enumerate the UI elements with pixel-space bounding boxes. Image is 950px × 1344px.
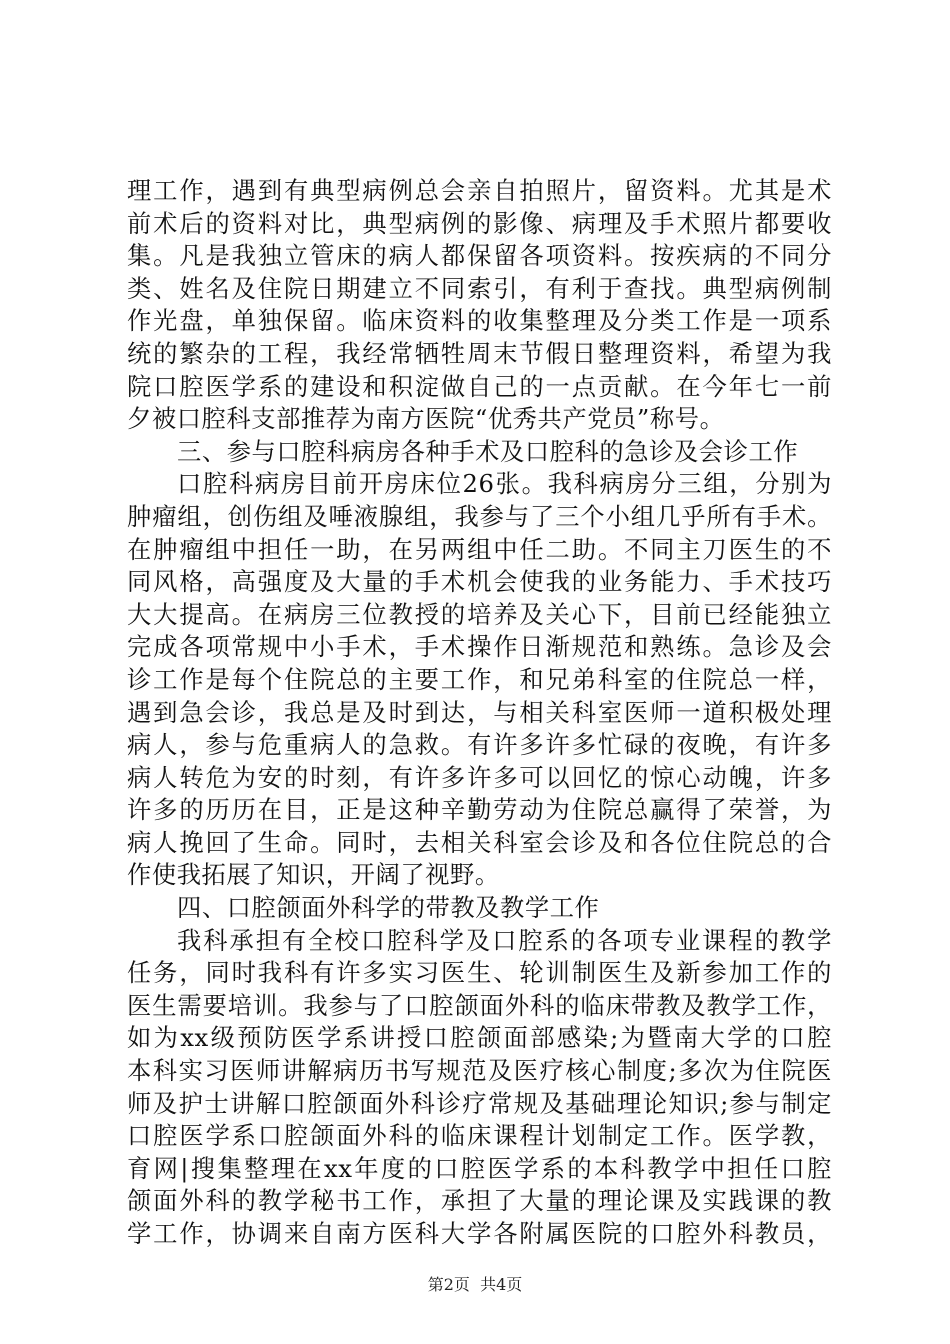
text-line: 我科承担有全校口腔科学及口腔系的各项专业课程的教学 [177, 925, 832, 955]
text-line: 完成各项常规中小手术，手术操作日渐规范和熟练。急诊及会 [127, 632, 832, 662]
section-heading: 四、口腔颌面外科学的带教及教学工作 [177, 893, 600, 923]
text-line: 口腔科病房目前开房床位26张。我科病房分三组，分别为 [177, 469, 832, 499]
section-heading: 三、参与口腔科病房各种手术及口腔科的急诊及会诊工作 [177, 436, 799, 466]
text-line: 师及护士讲解口腔颌面外科诊疗常规及基础理论知识;参与制定 [127, 1088, 832, 1118]
text-line: 大大提高。在病房三位教授的培养及关心下，目前已经能独立 [127, 599, 832, 629]
text-line: 肿瘤组，创伤组及唾液腺组，我参与了三个小组几乎所有手术。 [127, 501, 832, 531]
text-line: 口腔医学系口腔颌面外科的临床课程计划制定工作。医学教， [127, 1121, 832, 1151]
text-line: 理工作，遇到有典型病例总会亲自拍照片，留资料。尤其是术 [127, 176, 832, 205]
text-line: 统的繁杂的工程，我经常牺牲周末节假日整理资料，希望为我 [127, 338, 832, 368]
page-number-footer: 第2页 共4页 [427, 1275, 523, 1294]
text-line: 院口腔医学系的建设和积淀做自己的一点贡献。在今年七一前 [127, 371, 832, 401]
text-line: 遇到急会诊，我总是及时到达，与相关科室医师一道积极处理 [127, 697, 832, 727]
text-line: 本科实习医师讲解病历书写规范及医疗核心制度;多次为住院医 [127, 1056, 832, 1086]
text-line: 许多的历历在目，正是这种辛勤劳动为住院总赢得了荣誉，为 [127, 795, 832, 825]
text-line: 如为xx级预防医学系讲授口腔颌面部感染;为暨南大学的口腔 [127, 1023, 832, 1053]
text-line: 育网|搜集整理在xx年度的口腔医学系的本科教学中担任口腔 [127, 1153, 832, 1183]
text-line: 作光盘，单独保留。临床资料的收集整理及分类工作是一项系 [127, 306, 832, 336]
text-line: 学工作，协调来自南方医科大学各附属医院的口腔外科教员， [127, 1219, 832, 1248]
text-line: 同风格，高强度及大量的手术机会使我的业务能力、手术技巧 [127, 567, 832, 597]
text-line: 医生需要培训。我参与了口腔颌面外科的临床带教及教学工作， [127, 990, 832, 1020]
text-line: 在肿瘤组中担任一助，在另两组中任二助。不同主刀医生的不 [127, 534, 832, 564]
text-line: 颌面外科的教学秘书工作，承担了大量的理论课及实践课的教 [127, 1186, 832, 1216]
text-line: 病人转危为安的时刻，有许多许多可以回忆的惊心动魄，许多 [127, 762, 832, 792]
text-line: 任务，同时我科有许多实习医生、轮训制医生及新参加工作的 [127, 958, 832, 988]
text-line: 夕被口腔科支部推荐为南方医院“优秀共产党员”称号。 [127, 404, 725, 434]
text-line: 类、姓名及住院日期建立不同索引，有利于查找。典型病例制 [127, 273, 832, 303]
text-line: 病人挽回了生命。同时，去相关科室会诊及和各位住院总的合 [127, 827, 832, 857]
text-line: 诊工作是每个住院总的主要工作，和兄弟科室的住院总一样， [127, 664, 832, 694]
text-line: 病人，参与危重病人的急救。有许多许多忙碌的夜晚，有许多 [127, 730, 832, 760]
text-line: 集。凡是我独立管床的病人都保留各项资料。按疾病的不同分 [127, 241, 832, 271]
text-line: 前术后的资料对比，典型病例的影像、病理及手术照片都要收 [127, 208, 832, 238]
document-body [127, 175, 832, 1251]
text-line: 作使我拓展了知识，开阔了视野。 [127, 860, 500, 890]
